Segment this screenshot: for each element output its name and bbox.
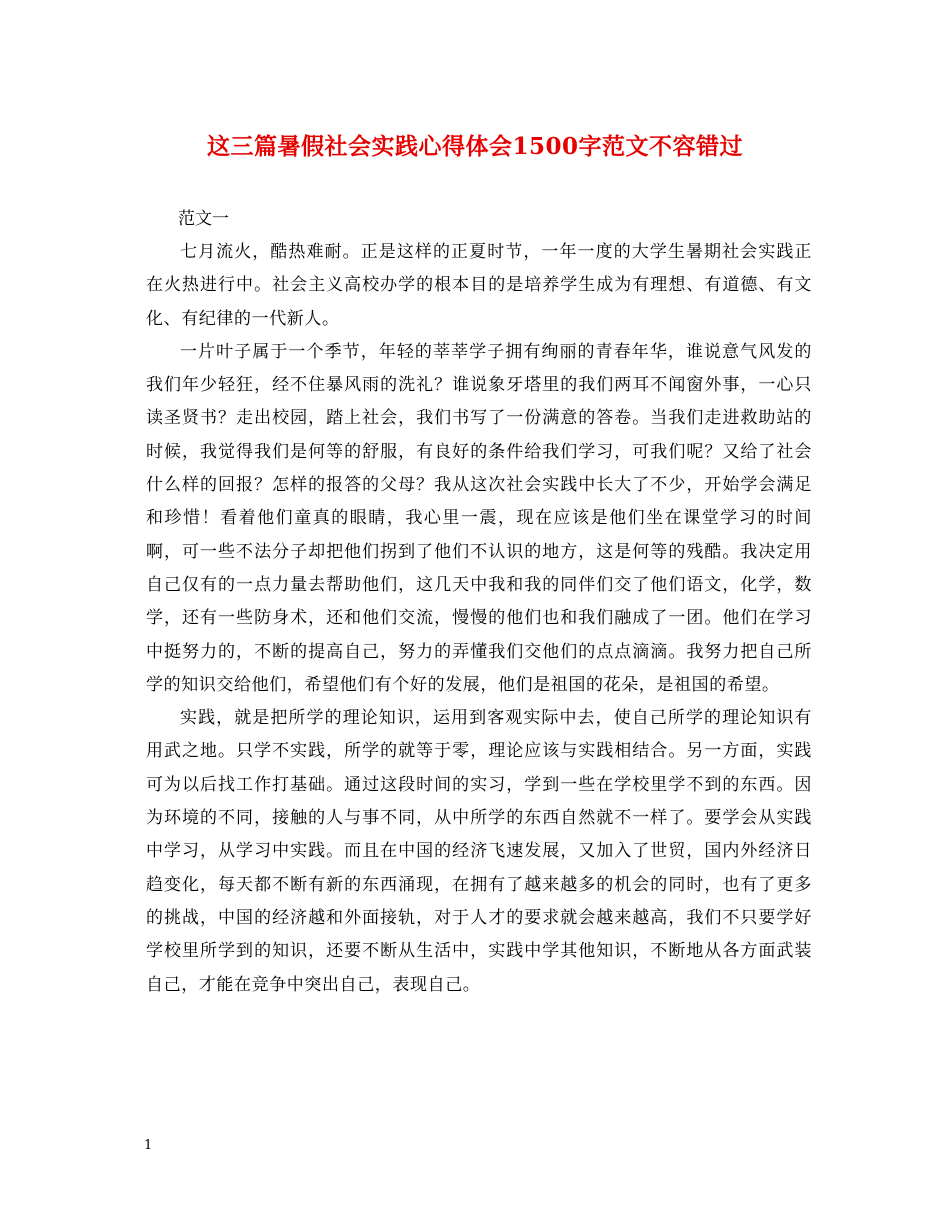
paragraph-3: 实践，就是把所学的理论知识，运用到客观实际中去，使自己所学的理论知识有用武之地。只学不实践，所学的就等于零，理论应该与实践相结合。另一方面，实践可为以后找工作打基础。通过这段时间的实习，学到一些在学校里学不到的东西。因为环境的不同，接触的人与事不同，从中所学的东西自然就不一样了。要学会从实践中学习，从学习中实践。而且在中国的经济飞速发展，又加入了世贸，国内外经济日趋变化，每天都不断有新的东西涌现，在拥有了越来越多的机会的同时，也有了更多的挑战，中国的经济越和外面接轨，对于人才的要求就会越来越高，我们不只要学好学校里所学到的知识，还要不断从生活中，实践中学其他知识，不断地从各方面武装自己，才能在竞争中突出自己，表现自己。	[146, 708, 812, 995]
page-number: 1	[144, 1138, 153, 1153]
document-title: 这三篇暑假社会实践心得体会1500字范文不容错过	[206, 133, 743, 160]
section-label: 范文一	[178, 209, 229, 229]
paragraph-1: 七月流火，酷热难耐。正是这样的正夏时节，一年一度的大学生暑期社会实践正在火热进行中。社会主义高校办学的根本目的是培养学生成为有理想、有道德、有文化、有纪律的一代新人。	[146, 242, 812, 329]
document-body	[146, 203, 812, 1002]
paragraph-2: 一片叶子属于一个季节，年轻的莘莘学子拥有绚丽的青春年华，谁说意气风发的我们年少轻狂，经不住暴风雨的洗礼？谁说象牙塔里的我们两耳不闻窗外事，一心只读圣贤书？走出校园，踏上社会，我们书写了一份满意的答卷。当我们走进救助站的时候，我觉得我们是何等的舒服，有良好的条件给我们学习，可我们呢？又给了社会什么样的回报？怎样的报答的父母？我从这次社会实践中长大了不少，开始学会满足和珍惜！看着他们童真的眼睛，我心里一震，现在应该是他们坐在课堂学习的时间啊，可一些不法分子却把他们拐到了他们不认识的地方，这是何等的残酷。我决定用自己仅有的一点力量去帮助他们，这几天中我和我的同伴们交了他们语文，化学，数学，还有一些防身术，还和他们交流，慢慢的他们也和我们融成了一团。他们在学习中挺努力的，不断的提高自己，努力的弄懂我们交他们的点点滴滴。我努力把自己所学的知识交给他们，希望他们有个好的发展，他们是祖国的花朵，是祖国的希望。	[146, 341, 812, 695]
